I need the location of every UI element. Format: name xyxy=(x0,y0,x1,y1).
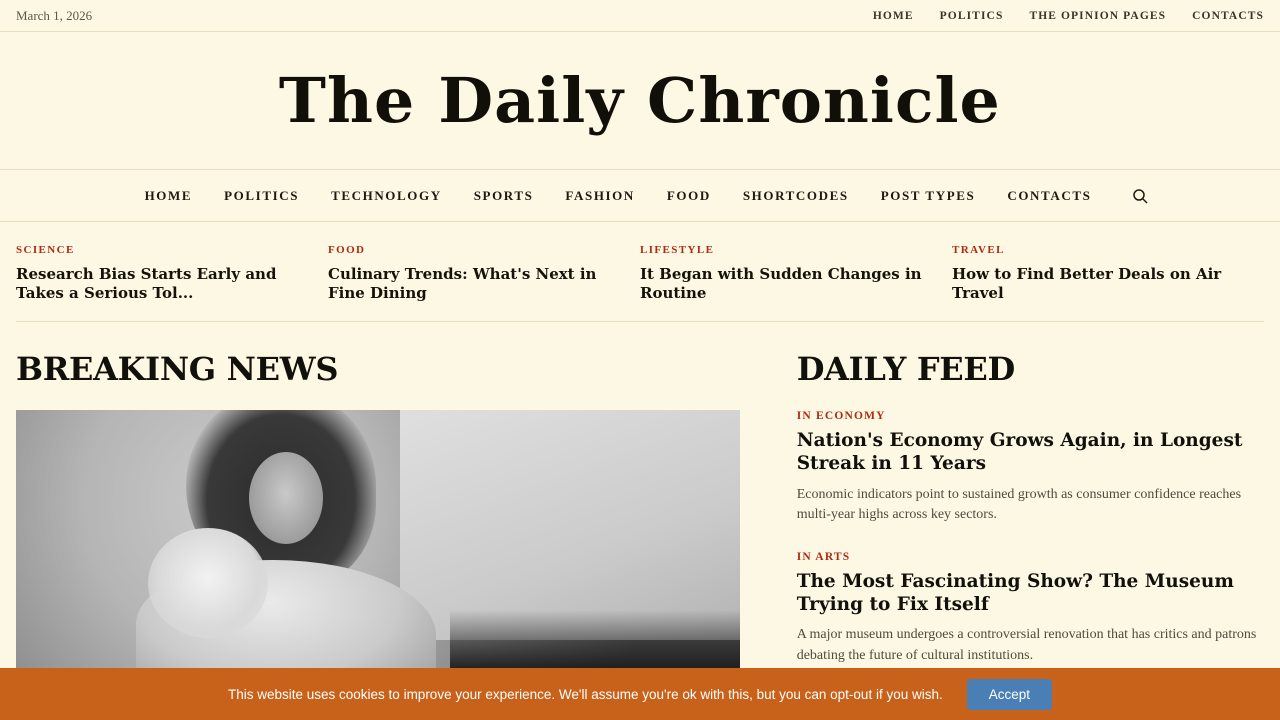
strip-category: SCIENCE xyxy=(16,244,75,256)
nav-item-home[interactable]: HOME xyxy=(144,187,193,203)
strip-item-food[interactable] xyxy=(328,244,640,303)
strip-item-lifestyle[interactable] xyxy=(640,244,952,303)
headline-strip xyxy=(0,222,1280,303)
breaking-news-column xyxy=(16,350,749,691)
breaking-news-hero-image[interactable] xyxy=(16,410,740,670)
feed-excerpt: Economic indicators point to sustained growth as consumer confidence reaches multi-year highs across key sectors. xyxy=(796,486,1242,522)
topnav-item-home[interactable]: HOME xyxy=(872,9,914,22)
strip-title[interactable]: Culinary Trends: What's Next in Fine Dining xyxy=(328,265,597,303)
nav-item-technology[interactable]: TECHNOLOGY xyxy=(331,187,442,203)
feed-category[interactable]: IN ARTS xyxy=(796,551,851,564)
nav-item-contacts[interactable]: CONTACTS xyxy=(1007,187,1092,203)
topnav-item-politics[interactable]: POLITICS xyxy=(939,9,1004,22)
strip-item-travel[interactable] xyxy=(952,244,1264,303)
photo-face-shape xyxy=(249,452,323,544)
top-bar xyxy=(0,0,1280,32)
list-item[interactable] xyxy=(797,410,1264,525)
nav-item-fashion[interactable]: FASHION xyxy=(565,187,635,203)
list-item[interactable] xyxy=(797,551,1264,666)
nav-item-politics[interactable]: POLITICS xyxy=(224,187,300,203)
topnav-item-contacts[interactable]: CONTACTS xyxy=(1192,9,1264,22)
photo-background-shape xyxy=(400,410,740,640)
main-navigation xyxy=(0,170,1280,222)
content-columns xyxy=(0,322,1280,691)
strip-title[interactable]: How to Find Better Deals on Air Travel xyxy=(952,265,1222,303)
feed-excerpt: A major museum undergoes a controversial renovation that has critics and patrons debating the future of cultural institutions. xyxy=(796,627,1257,663)
site-title[interactable]: The Daily Chronicle xyxy=(279,64,1001,137)
cookie-accept-button[interactable]: Accept xyxy=(967,679,1052,710)
nav-item-post-types[interactable]: POST TYPES xyxy=(880,187,976,203)
breaking-news-heading: BREAKING NEWS xyxy=(16,350,339,389)
strip-title[interactable]: It Began with Sudden Changes in Routine xyxy=(640,265,922,303)
strip-category: LIFESTYLE xyxy=(640,244,715,256)
top-navigation xyxy=(873,10,1264,22)
nav-item-shortcodes[interactable]: SHORTCODES xyxy=(742,187,849,203)
topnav-item-opinion-pages[interactable]: THE OPINION PAGES xyxy=(1029,9,1167,22)
current-date: March 1, 2026 xyxy=(16,7,93,23)
strip-item-science[interactable] xyxy=(16,244,328,303)
daily-feed-column xyxy=(797,350,1264,691)
nav-item-food[interactable]: FOOD xyxy=(666,187,711,203)
search-icon[interactable] xyxy=(1129,185,1151,207)
masthead xyxy=(0,32,1280,170)
strip-title[interactable]: Research Bias Starts Early and Takes a Serious Tol... xyxy=(16,265,277,303)
photo-shadow-shape xyxy=(450,610,740,670)
photo-baby-shape xyxy=(148,528,268,638)
strip-category: TRAVEL xyxy=(952,244,1005,256)
strip-category: FOOD xyxy=(328,244,366,256)
nav-item-sports[interactable]: SPORTS xyxy=(473,187,534,203)
feed-title[interactable]: The Most Fascinating Show? The Museum Trying to Fix Itself xyxy=(796,571,1234,615)
daily-feed-heading: DAILY FEED xyxy=(796,350,1015,389)
cookie-consent-bar xyxy=(0,668,1280,720)
feed-title[interactable]: Nation's Economy Grows Again, in Longest Streak in 11 Years xyxy=(796,430,1243,474)
feed-category[interactable]: IN ECONOMY xyxy=(796,410,886,423)
cookie-message: This website uses cookies to improve your experience. We'll assume you're ok with this, but you can opt-out if you wish. xyxy=(227,686,943,702)
